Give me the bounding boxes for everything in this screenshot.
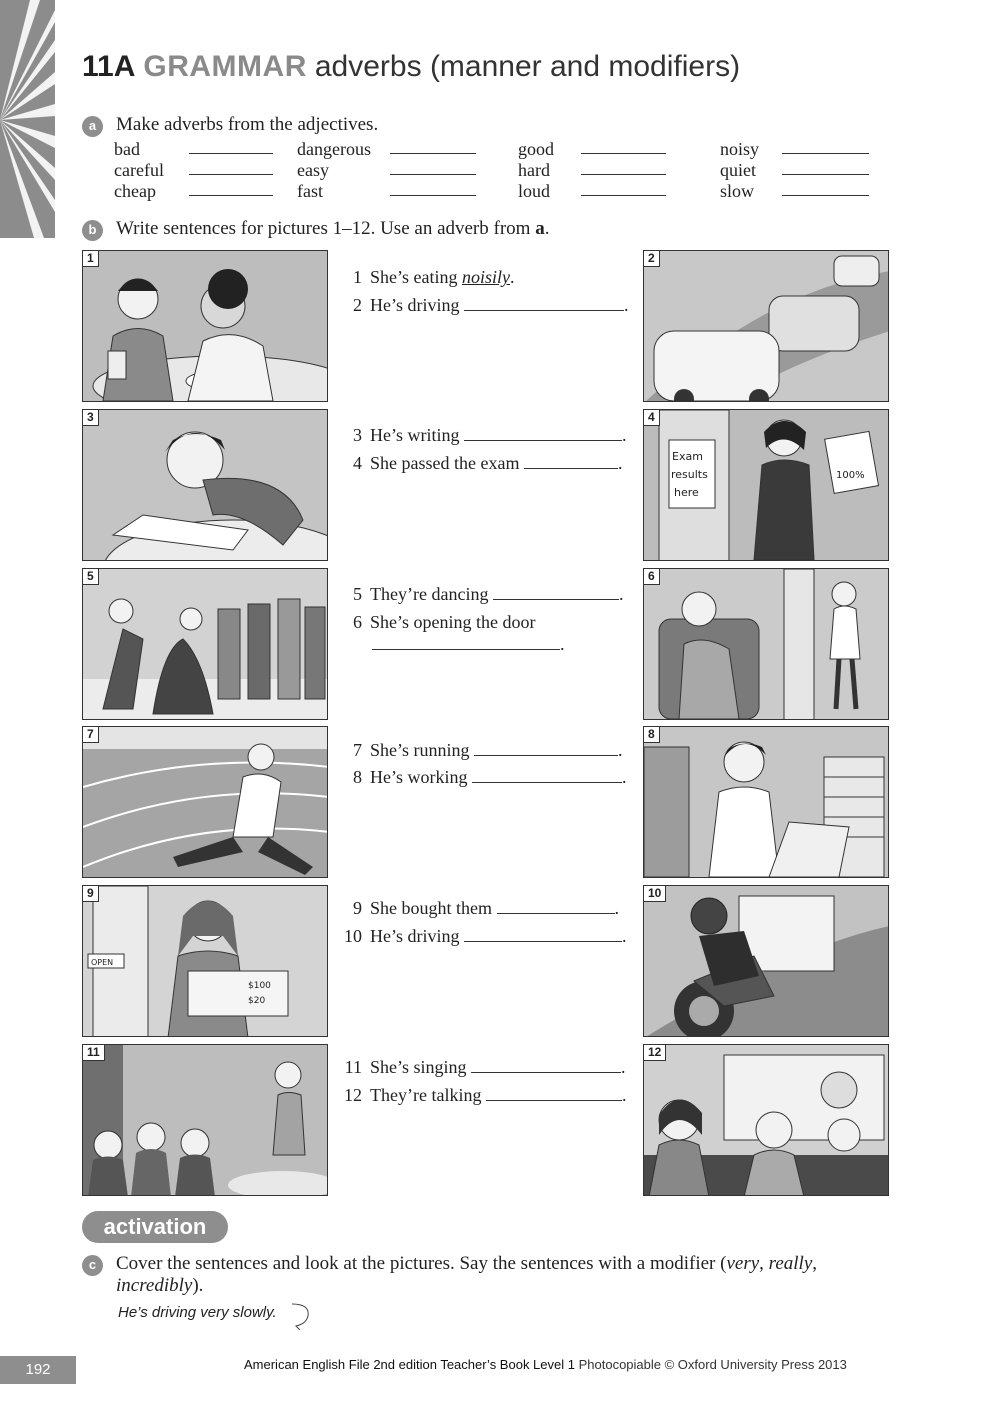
sentence-12: 12 They’re talking . xyxy=(344,1085,627,1105)
answer-blank[interactable] xyxy=(189,174,273,175)
adjective-word: noisy xyxy=(720,139,760,159)
picture-8-working: 8 xyxy=(643,726,889,878)
adjective-word: good xyxy=(518,139,554,159)
adjective-word: careful xyxy=(114,160,164,180)
topic-name: adverbs (manner and modifiers) xyxy=(314,50,741,83)
unit-number: 11A xyxy=(82,50,136,83)
section-name: GRAMMAR xyxy=(143,50,307,83)
svg-text:results: results xyxy=(671,468,708,481)
adjective-word: cheap xyxy=(114,181,156,201)
answer-blank[interactable] xyxy=(372,636,560,650)
exercise-a-badge: a xyxy=(82,116,103,137)
exam-sign-text: Exam xyxy=(672,450,703,463)
answer-blank[interactable] xyxy=(464,427,622,441)
page-title xyxy=(82,50,740,84)
answer-blank[interactable] xyxy=(390,195,476,196)
adjective-word: hard xyxy=(518,160,550,180)
adjective-word: fast xyxy=(297,181,323,201)
exercise-b-instruction: Write sentences for pictures 1–12. Use an adverb from a. xyxy=(116,218,550,239)
sentence-3: 3 He’s writing . xyxy=(353,425,627,445)
sentence-6: 6 She’s opening the door xyxy=(353,612,536,632)
adjective-word: loud xyxy=(518,181,551,201)
answer-blank[interactable] xyxy=(474,742,618,756)
picture-11-singing: 11 xyxy=(82,1044,328,1196)
answer-blank[interactable] xyxy=(189,195,273,196)
answer-blank[interactable] xyxy=(464,297,624,311)
picture-1-eating: 1 xyxy=(82,250,328,402)
example-answer: noisily xyxy=(462,267,510,287)
picture-5-dancing: 5 xyxy=(82,568,328,720)
page-number: 192 xyxy=(0,1356,76,1384)
example-speech-bubble: He’s driving very slowly. xyxy=(118,1304,277,1321)
picture-3-writing: 3 xyxy=(82,409,328,561)
exercise-a-instruction: Make adverbs from the adjectives. xyxy=(116,114,379,135)
answer-blank[interactable] xyxy=(581,174,666,175)
answer-blank[interactable] xyxy=(782,174,869,175)
footer-credit: American English File 2nd edition Teacher’s Book Level 1 Photocopiable © Oxford University Press 2013 xyxy=(244,1357,847,1372)
answer-blank[interactable] xyxy=(486,1087,622,1101)
price-tag-old: $100 xyxy=(248,981,271,991)
answer-blank[interactable] xyxy=(497,900,615,914)
adjective-word: dangerous xyxy=(297,139,371,159)
answer-blank[interactable] xyxy=(524,455,618,469)
answer-blank[interactable] xyxy=(464,928,622,942)
picture-7-running: 7 xyxy=(82,726,328,878)
sentence-11: 11 She’s singing . xyxy=(344,1057,626,1077)
answer-blank[interactable] xyxy=(581,195,666,196)
sentence-1: 1 She’s eating noisily. xyxy=(353,267,515,287)
answer-blank[interactable] xyxy=(782,195,869,196)
adjective-word: slow xyxy=(720,181,755,201)
answer-blank[interactable] xyxy=(390,153,476,154)
answer-blank[interactable] xyxy=(493,586,619,600)
picture-4-exam: 4 Exam results here 100% xyxy=(643,409,889,561)
picture-10-motorbike: 10 xyxy=(643,885,889,1037)
adjective-word: quiet xyxy=(720,160,756,180)
sentence-9: 9 She bought them . xyxy=(353,898,619,918)
adjective-word: bad xyxy=(114,139,140,159)
price-tag-new: $20 xyxy=(248,996,266,1006)
answer-blank[interactable] xyxy=(390,174,476,175)
answer-blank[interactable] xyxy=(189,153,273,154)
answer-blank[interactable] xyxy=(581,153,666,154)
picture-6-opening-door: 6 xyxy=(643,568,889,720)
sentence-6-line: . xyxy=(372,634,565,655)
svg-text:here: here xyxy=(674,486,699,499)
exercise-b-badge: b xyxy=(82,220,103,241)
sentence-8: 8 He’s working . xyxy=(353,767,627,787)
corner-sunburst-decoration xyxy=(0,0,55,238)
open-sign-text: OPEN xyxy=(91,958,114,967)
activation-label: activation xyxy=(82,1211,228,1243)
answer-blank[interactable] xyxy=(782,153,869,154)
picture-12-talking: 12 xyxy=(643,1044,889,1196)
sentence-5: 5 They’re dancing . xyxy=(353,584,624,604)
speech-bubble-tail-icon xyxy=(290,1300,312,1330)
score-text: 100% xyxy=(836,470,865,481)
exercise-c-instruction: Cover the sentences and look at the pictures. Say the sentences with a modifier (very, really, incredibly). xyxy=(116,1253,818,1296)
picture-2-driving: 2 xyxy=(643,250,889,402)
sentence-7: 7 She’s running . xyxy=(353,740,623,760)
answer-blank[interactable] xyxy=(471,1059,621,1073)
exercise-c-badge: c xyxy=(82,1255,103,1276)
sentence-4: 4 She passed the exam . xyxy=(353,453,623,473)
sentence-2: 2 He’s driving . xyxy=(353,295,629,315)
picture-9-shopping: 9 OPEN $100 $20 xyxy=(82,885,328,1037)
answer-blank[interactable] xyxy=(472,769,622,783)
sentence-10: 10 He’s driving . xyxy=(344,926,627,946)
adjective-word: easy xyxy=(297,160,329,180)
